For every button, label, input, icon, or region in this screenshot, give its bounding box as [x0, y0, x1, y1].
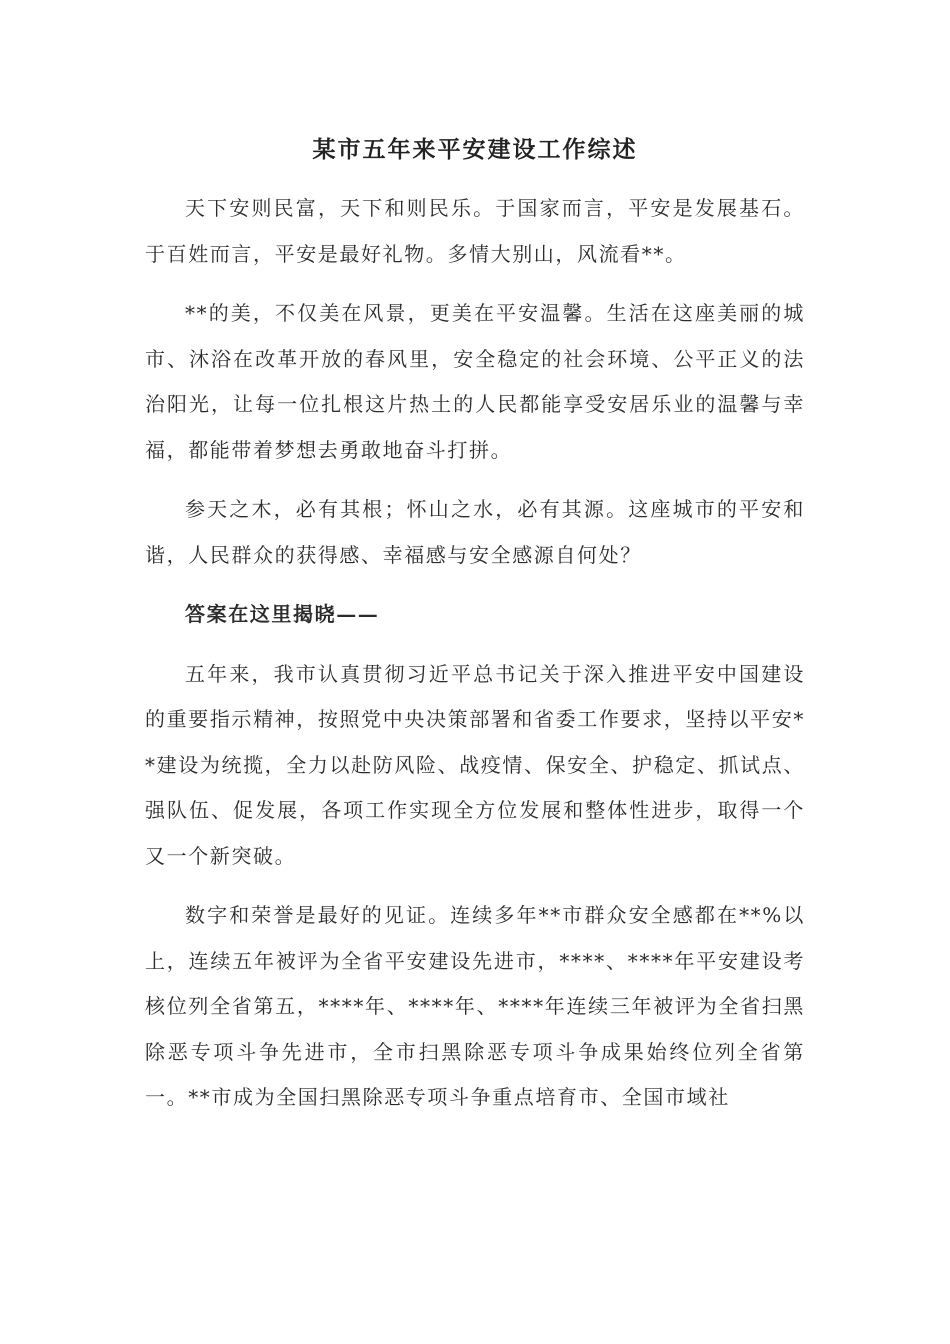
paragraph-five-years: 五年来，我市认真贯彻习近平总书记关于深入推进平安中国建设的重要指示精神，按照党中央决策部署和省委工作要求，坚持以平安**建设为统揽，全力以赴防风险、战疫情、保安全、护稳定、抓试点、强队伍、促发展，各项工作实现全方位发展和整体性进步，取得一个又一个新突破。	[145, 661, 805, 868]
paragraph-roots: 参天之木，必有其根；怀山之水，必有其源。这座城市的平安和谐，人民群众的获得感、幸福感与安全感源自何处？	[145, 497, 805, 567]
document-title: 某市五年来平安建设工作综述	[312, 136, 638, 163]
document-body	[145, 128, 805, 1135]
paragraph-beauty: **的美，不仅美在风景，更美在平安温馨。生活在这座美丽的城市、沐浴在改革开放的春风里，安全稳定的社会环境、公平正义的法治阳光，让每一位扎根这片热土的人民都能享受安居乐业的温馨与幸福，都能带着梦想去勇敢地奋斗打拼。	[145, 301, 805, 462]
paragraph-intro: 天下安则民富，天下和则民乐。于国家而言，平安是发展基石。于百姓而言，平安是最好礼物。多情大别山，风流看**。	[145, 196, 805, 266]
paragraph-answer-heading: 答案在这里揭晓——	[185, 602, 380, 626]
paragraph-honors: 数字和荣誉是最好的见证。连续多年**市群众安全感都在**%以上，连续五年被评为全省平安建设先进市，****、****年平安建设考核位列全省第五，****年、****年、****年连续三年被评为全省扫黑除恶专项斗争先进市，全市扫黑除恶专项斗争成果始终位列全省第一。**市成为全国扫黑除恶专项斗争重点培育市、全国市域社	[145, 903, 805, 1109]
